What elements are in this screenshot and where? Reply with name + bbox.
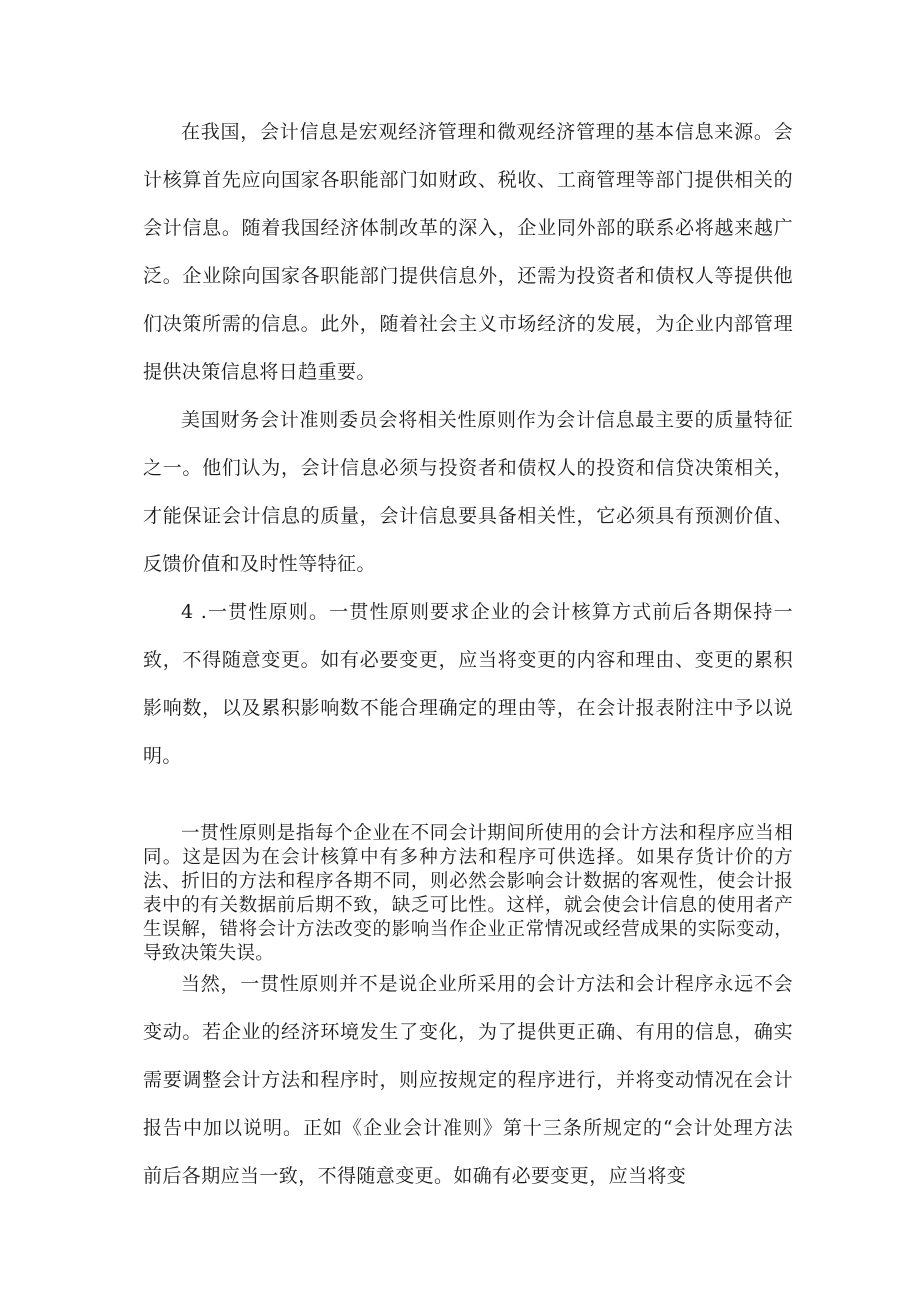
- paragraph-consistency-explanation: 一贯性原则是指每个企业在不同会计期间所使用的会计方法和程序应当相同。这是因为在会计核算中有多种方法和程序可供选择。如果存货计价的方法、折旧的方法和程序各期不同，则必然会影响会计数据的客观性，使会计报表中的有关数据前后期不致，缺乏可比性。这样，就会使会计信息的使用者产生误解，错将会计方法改变的影响当作企业正常情况或经营成果的实际变动，导致决策失误。: [143, 823, 793, 964]
- paragraph-consistency-exceptions: 当然，一贯性原则并不是说企业所采用的会计方法和会计程序永远不会变动。若企业的经济环境发生了变化，为了提供更正确、有用的信息，确实需要调整会计方法和程序时，则应按规定的程序进行，并将变动情况在会计报告中加以说明。正如《企业会计准则》第十三条所规定的“会计处理方法前后各期应当一致，不得随意变更。如确有必要变更，应当将变: [143, 973, 793, 1187]
- paragraph-relevance-principle: 美国财务会计准则委员会将相关性原则作为会计信息最主要的质量特征之一。他们认为，会计信息必须与投资者和债权人的投资和信贷决策相关，才能保证会计信息的质量，会计信息要具备相关性，它必须具有预测价值、反馈价值和及时性等特征。: [143, 409, 793, 575]
- paragraph-consistency-principle-heading: 4 .一贯性原则。一贯性原则要求企业的会计核算方式前后各期保持一致，不得随意变更。如有必要变更，应当将变更的内容和理由、变更的累积影响数，以及累积影响数不能合理确定的理由等，在会计报表附注中予以说明。: [143, 601, 793, 767]
- paragraph-accounting-info-sources: 在我国，会计信息是宏观经济管理和微观经济管理的基本信息来源。会计核算首先应向国家各职能部门如财政、税收、工商管理等部门提供相关的会计信息。随着我国经济体制改革的深入，企业同外部的联系必将越来越广泛。企业除向国家各职能部门提供信息外，还需为投资者和债权人等提供他们决策所需的信息。此外，随着社会主义市场经济的发展，为企业内部管理提供决策信息将日趋重要。: [143, 121, 793, 383]
